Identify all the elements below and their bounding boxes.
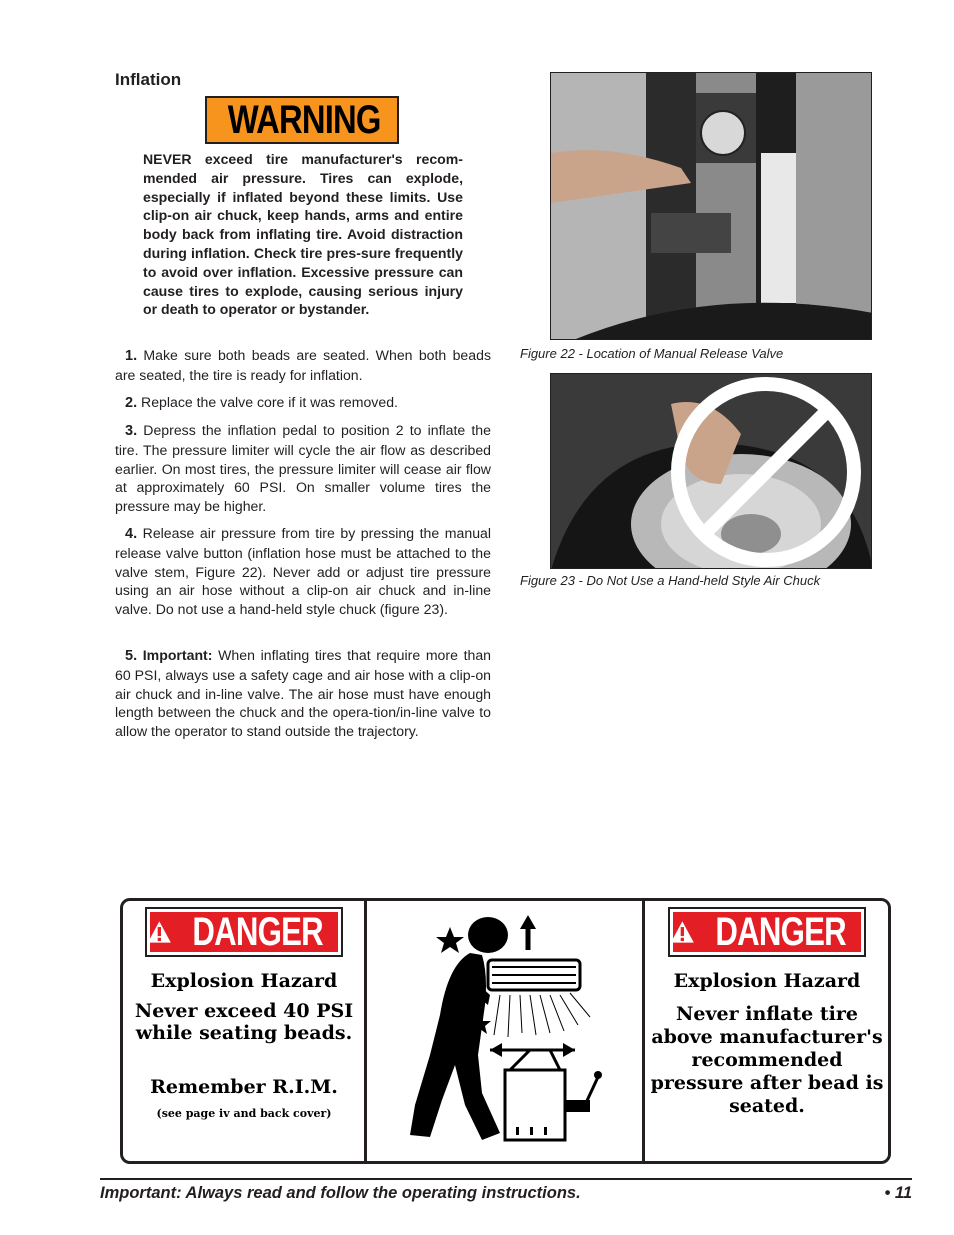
step-3: [115, 421, 491, 516]
figure-23-photo: [550, 373, 872, 569]
figure-22-photo: [550, 72, 872, 340]
step-4: [115, 524, 491, 619]
step-number: 2.: [125, 395, 138, 411]
decal-divider: [642, 898, 645, 1164]
warning-text: NEVER exceed tire manufacturer's recom-mended air pressure. Tires can explode, especially if inflated beyond these limits. Use clip-on air chuck, keep hands, arms and entire body back from inflating tire. Avoid distraction during inflation. Check tire pres-sure frequently to avoid over inflation. Excessive pressure can cause tires to explode, causing serious injury or death to operator or bystander.: [143, 151, 463, 318]
danger-right-text: Never inflate tire above manufacturer's recommended pressure after bead is seated.: [650, 1003, 884, 1117]
step-number: 1.: [125, 348, 138, 364]
step-1: [115, 346, 491, 385]
warning-triangle-icon: [147, 918, 172, 946]
step-number: 4.: [125, 526, 138, 542]
danger-left-title: Explosion Hazard: [150, 970, 338, 992]
danger-left-line1: Never exceed 40 PSI while seating beads.: [134, 1000, 354, 1044]
page-footer: [100, 1178, 912, 1203]
danger-left-line2: Remember R.I.M.: [150, 1076, 338, 1098]
step-text: Release air pressure from tire by pressing the manual release valve button (inflation hose must be attached to the valve stem, Figure 22). Never add or adjust tire pressure using an air hose without a clip-on air chuck and in-line valve. Do not use a hand-held style chuck (figure 23).: [115, 525, 491, 618]
page-number: • 11: [884, 1184, 912, 1202]
decal-divider: [364, 898, 367, 1164]
step-2: [115, 393, 491, 413]
figure-23-caption: Figure 23 - Do Not Use a Hand-held Style Air Chuck: [520, 573, 821, 588]
step-text: Replace the valve core if it was removed.: [141, 394, 398, 410]
danger-banner-left: [145, 907, 343, 957]
warning-triangle-icon: [670, 918, 695, 946]
step-text: Make sure both beads are seated. When both beads are seated, the tire is ready for inflation.: [115, 347, 491, 383]
footer-note: Important: Always read and follow the operating instructions.: [100, 1184, 581, 1202]
step-text: Depress the inflation pedal to position 2 to inflate the tire. The pressure limiter will cycle the air flow as described earlier. On most tires, the pressure limiter will cease air flow at approximately 60 PSI. On smaller volume tires the pressure may be higher.: [115, 422, 491, 515]
step-5: [115, 646, 491, 741]
danger-label: DANGER: [715, 910, 846, 954]
explosion-hazard-pictogram: [370, 905, 638, 1157]
danger-left-note: (see page iv and back cover): [156, 1107, 332, 1120]
danger-label: DANGER: [192, 910, 323, 954]
section-heading: Inflation: [115, 70, 182, 89]
step-number: 3.: [125, 423, 138, 439]
warning-banner: [205, 96, 399, 144]
figure-22-caption: Figure 22 - Location of Manual Release Valve: [520, 346, 784, 361]
step-number: 5.: [125, 648, 138, 664]
danger-banner-right: [668, 907, 866, 957]
step-text: When inflating tires that require more than 60 PSI, always use a safety cage and air hose with a clip-on air chuck and in-line valve. The air hose must have enough length between the chuck and the opera-tion/in-line valve to allow the operator to stand outside the trajectory.: [115, 647, 492, 740]
warning-label: WARNING: [227, 98, 381, 142]
important-label: Important:: [142, 647, 213, 663]
danger-right-title: Explosion Hazard: [673, 970, 861, 992]
